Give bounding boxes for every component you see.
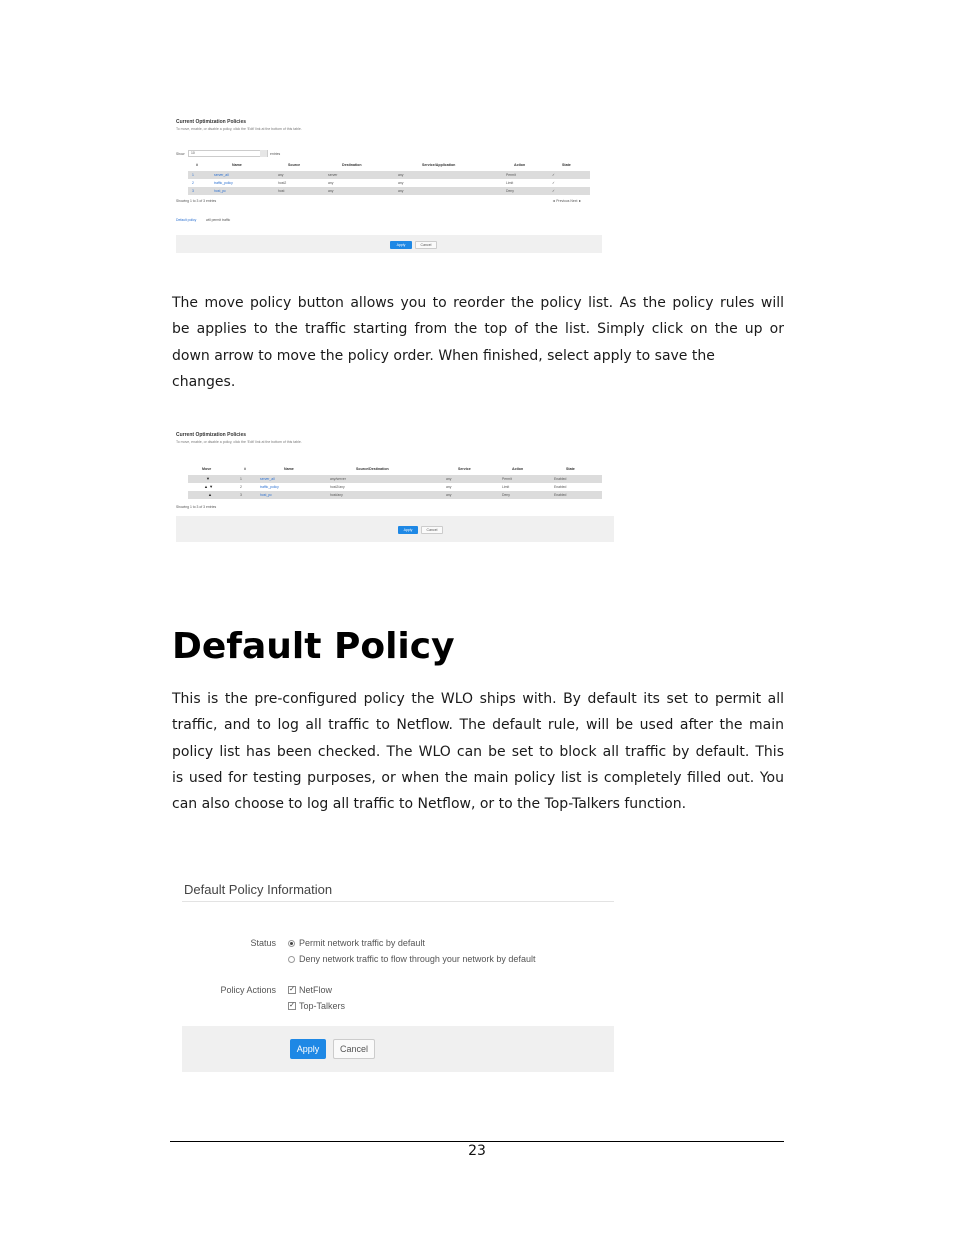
row-action: Deny [506, 189, 514, 193]
apply-button[interactable]: Apply [290, 1039, 326, 1059]
paragraph-line: be applies to the traffic starting from the top of the list. Simply click on the up or [172, 321, 784, 338]
default-policy-link[interactable]: Default policy [176, 218, 197, 222]
col-header-action[interactable]: Action [512, 467, 524, 471]
row-action: Limit [502, 485, 510, 489]
cancel-button[interactable]: Cancel [421, 526, 443, 534]
row-state: ✓ [552, 181, 555, 185]
table-row [188, 187, 590, 195]
row-num: 3 [240, 493, 242, 497]
policy-actions-label: Policy Actions [220, 985, 276, 995]
footer-divider [170, 1141, 784, 1142]
col-header-name[interactable]: Name [232, 163, 242, 167]
table-row [188, 475, 602, 483]
move-policy-paragraph [172, 290, 784, 395]
paragraph-line: The move policy button allows you to reorder the policy list. As the policy rules will [172, 295, 784, 311]
row-service: any [446, 485, 452, 489]
row-source: any [278, 173, 284, 177]
row-service: any [398, 181, 404, 185]
paragraph-line: This is the pre-configured policy the WLO ships with. By default its set to permit all [172, 691, 784, 707]
move-arrow-icon[interactable]: ▲ ▼ [204, 484, 214, 489]
row-destination: server [328, 173, 338, 177]
screenshot-title: Current Optimization Policies [176, 432, 247, 438]
table-row [188, 491, 602, 499]
option-label: Deny network traffic to flow through your network by default [299, 954, 536, 964]
row-name-link[interactable]: traffic_policy [214, 181, 233, 185]
row-num: 1 [240, 477, 242, 481]
col-header-srcdst[interactable]: Source/Destination [356, 467, 389, 471]
paragraph-line: is used for testing purposes, or when the main policy list is completely filled out. You [172, 769, 784, 786]
row-action: Permit [502, 477, 512, 481]
default-policy-paragraph [172, 686, 784, 817]
row-service: any [398, 189, 404, 193]
paragraph-line: policy list has been checked. The WLO can be set to block all traffic by default. This [172, 743, 784, 760]
action-option-top-talkers[interactable] [288, 1001, 345, 1011]
show-label: Show [176, 152, 185, 156]
row-srcdst: host/any [330, 493, 343, 497]
row-source: host2 [278, 181, 287, 185]
paragraph-line: traffic, and to log all traffic to Netflow. The default rule, will be used after the main [172, 717, 784, 734]
form-footer [176, 516, 614, 542]
row-state: Enabled [554, 493, 567, 497]
move-arrow-icon[interactable]: ▼ [206, 476, 210, 481]
row-name-link[interactable]: host_pc [214, 189, 226, 193]
row-action: Limit [506, 181, 514, 185]
row-num: 1 [192, 173, 194, 177]
status-option-permit[interactable] [288, 938, 425, 948]
entries-label: entries [270, 152, 281, 156]
col-header-state[interactable]: State [562, 163, 571, 167]
apply-button[interactable]: Apply [390, 241, 412, 249]
chevron-down-icon [260, 150, 267, 157]
row-name-link[interactable]: host_pc [260, 493, 272, 497]
col-header-destination[interactable]: Destination [342, 163, 362, 167]
row-name-link[interactable]: server_all [214, 173, 229, 177]
option-label: NetFlow [299, 985, 333, 995]
row-state: ✓ [552, 189, 555, 193]
row-source: host [278, 189, 285, 193]
col-header-state[interactable]: State [566, 467, 575, 471]
row-num: 2 [192, 181, 194, 185]
col-header-num[interactable]: # [196, 163, 198, 167]
col-header-name[interactable]: Name [284, 467, 294, 471]
panel-title: Default Policy Information [184, 882, 333, 897]
row-num: 2 [240, 485, 242, 489]
apply-button[interactable]: Apply [398, 526, 418, 534]
option-label: Top-Talkers [299, 1001, 346, 1011]
checkbox-checked-icon[interactable]: ✓ [289, 1002, 295, 1009]
paragraph-line: down arrow to move the policy order. When finished, select apply to save the [172, 347, 715, 364]
paragraph-line: changes. [172, 373, 236, 390]
col-header-source[interactable]: Source [288, 163, 301, 167]
cancel-button[interactable]: Cancel [415, 241, 437, 249]
row-srcdst: any/server [330, 477, 346, 481]
row-service: any [398, 173, 404, 177]
row-action: Deny [502, 493, 510, 497]
row-num: 3 [192, 189, 194, 193]
status-option-deny[interactable] [288, 954, 535, 964]
row-destination: any [328, 189, 334, 193]
action-option-netflow[interactable] [288, 985, 332, 995]
option-label: Permit network traffic by default [299, 938, 425, 948]
row-name-link[interactable]: traffic_policy [260, 485, 279, 489]
screenshot-subtitle: To move, enable, or disable a policy, click the 'Edit' link at the bottom of this table. [176, 440, 302, 444]
col-header-num[interactable]: # [244, 467, 246, 471]
table-row [188, 171, 590, 179]
row-state: Enabled [554, 477, 567, 481]
move-policy-screenshot [172, 428, 614, 544]
status-label: Status [250, 938, 276, 948]
row-state: ✓ [552, 173, 555, 177]
paragraph-line: can also choose to log all traffic to Netflow, or to the Top-Talkers function. [172, 796, 687, 813]
section-heading: Default Policy [172, 626, 455, 667]
cancel-button[interactable]: Cancel [333, 1039, 375, 1059]
policy-table-screenshot [172, 115, 602, 255]
default-policy-text: will permit traffic [206, 218, 231, 222]
show-select[interactable]: 10 [188, 150, 268, 157]
row-destination: any [328, 181, 334, 185]
col-header-service[interactable]: Service [458, 467, 471, 471]
row-action: Permit [506, 173, 516, 177]
col-header-action[interactable]: Action [514, 163, 526, 167]
col-header-service[interactable]: Service/Application [422, 163, 456, 167]
page-number: 23 [468, 1143, 486, 1159]
title-divider [182, 901, 614, 902]
col-header-move[interactable]: Move [202, 467, 212, 471]
table-row [188, 483, 602, 491]
showing-entries: Showing 1 to 3 of 3 entries [176, 199, 217, 203]
radio-unchecked-icon[interactable] [288, 956, 295, 963]
form-footer [182, 1026, 614, 1072]
radio-checked-icon[interactable] [288, 940, 295, 947]
row-srcdst: host2/any [330, 485, 345, 489]
row-name-link[interactable]: server_all [260, 477, 275, 481]
form-footer [176, 235, 602, 253]
screenshot-subtitle: To move, enable, or disable a policy, click the 'Edit' link at the bottom of this table. [176, 127, 302, 131]
row-service: any [446, 477, 452, 481]
pagination[interactable]: ◄ Previous Next ► [552, 199, 582, 203]
move-arrow-icon[interactable]: ▲ [208, 492, 212, 497]
table-row [188, 179, 590, 187]
showing-entries: Showing 1 to 3 of 3 entries [176, 505, 217, 509]
default-policy-panel [182, 876, 614, 1072]
row-service: any [446, 493, 452, 497]
screenshot-title: Current Optimization Policies [176, 119, 247, 125]
row-state: Enabled [554, 485, 567, 489]
checkbox-checked-icon[interactable]: ✓ [289, 986, 295, 993]
